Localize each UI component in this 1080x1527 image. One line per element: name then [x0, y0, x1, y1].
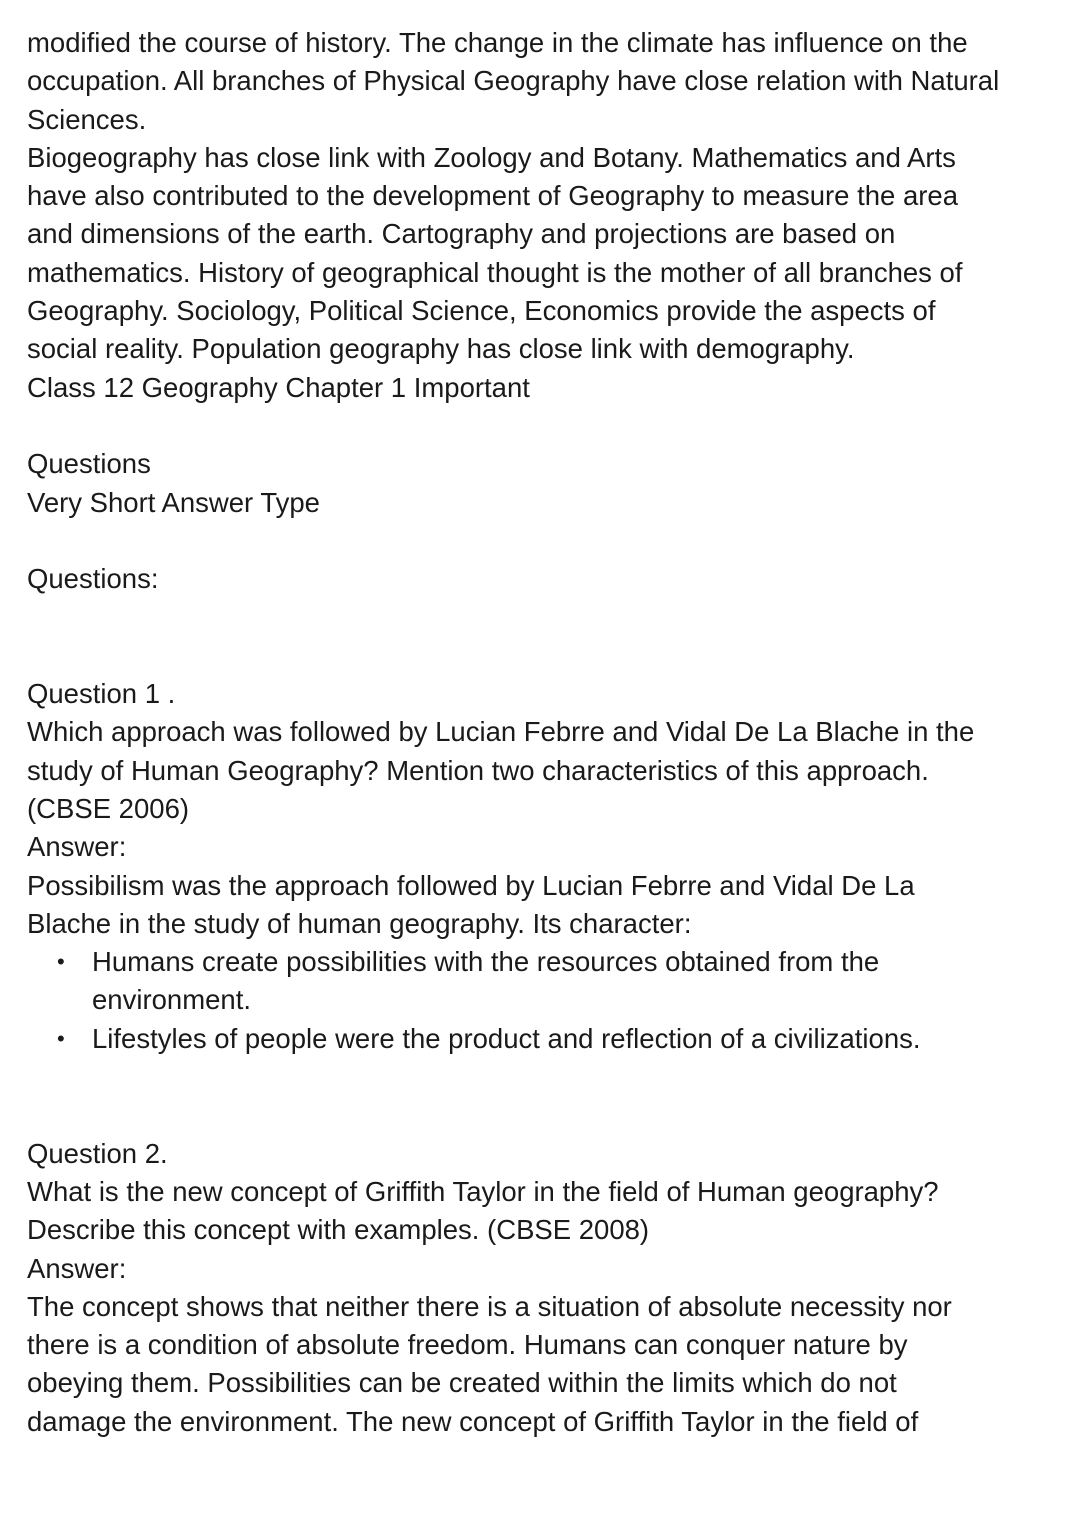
text-line: occupation. All branches of Physical Geography have close relation with Natural: [27, 65, 1000, 97]
text-line: mathematics. History of geographical thought is the mother of all branches of: [27, 256, 963, 288]
answer-1-text-line: Blache in the study of human geography. Its character:: [27, 907, 692, 939]
bullet-text-line: environment.: [92, 984, 251, 1016]
question-1-text-line: study of Human Geography? Mention two characteristics of this approach.: [27, 754, 929, 786]
question-2-block: [27, 1135, 1067, 1441]
answer-2-text-line: there is a condition of absolute freedom. Humans can conquer nature by: [27, 1329, 908, 1361]
questions-heading: Questions: [27, 448, 151, 480]
spacer: [27, 522, 1067, 560]
bullet-item: [27, 1020, 1067, 1058]
question-2-text-line: What is the new concept of Griffith Taylor in the field of Human geography?: [27, 1175, 939, 1207]
text-line: social reality. Population geography has close link with demography.: [27, 333, 855, 365]
answer-1-label: Answer:: [27, 831, 127, 863]
answer-1-bullet-list: [27, 943, 1067, 1058]
text-line: have also contributed to the development of Geography to measure the area: [27, 180, 959, 212]
text-line: modified the course of history. The change in the climate has influence on the: [27, 27, 968, 58]
answer-2-text-line: damage the environment. The new concept of Griffith Taylor in the field of: [27, 1405, 919, 1437]
spacer: [27, 1058, 1067, 1135]
answer-2-text-line: obeying them. Possibilities can be created within the limits which do not: [27, 1367, 897, 1399]
answer-2-label: Answer:: [27, 1252, 127, 1284]
text-line: Sciences.: [27, 103, 147, 135]
document-page: [27, 24, 1067, 1441]
question-type-heading: Very Short Answer Type: [27, 486, 320, 518]
questions-colon-heading: Questions:: [27, 563, 159, 595]
question-2-heading: Question 2.: [27, 1137, 168, 1169]
bullet-text-line: • Humans create possibilities with the resources obtained from the: [92, 946, 880, 978]
question-1-text-line: Which approach was followed by Lucian Febrre and Vidal De La Blache in the: [27, 716, 975, 748]
text-line: and dimensions of the earth. Cartography and projections are based on: [27, 218, 896, 250]
question-1-text-line: (CBSE 2006): [27, 792, 190, 824]
answer-1-text-line: Possibilism was the approach followed by Lucian Febrre and Vidal De La: [27, 869, 915, 901]
spacer: [27, 407, 1067, 445]
bullet-item: [27, 943, 1067, 1020]
answer-2-text-line: The concept shows that neither there is a situation of absolute necessity nor: [27, 1290, 952, 1322]
bullet-text-line: • Lifestyles of people were the product and reflection of a civilizations.: [92, 1022, 921, 1054]
spacer: [27, 598, 1067, 675]
text-line: Geography. Sociology, Political Science, Economics provide the aspects of: [27, 295, 936, 327]
section-title-line: Class 12 Geography Chapter 1 Important: [27, 371, 530, 403]
question-1-block: [27, 675, 1067, 1058]
question-2-text-line: Describe this concept with examples. (CBSE 2008): [27, 1214, 650, 1246]
text-line: Biogeography has close link with Zoology and Botany. Mathematics and Arts: [27, 141, 956, 173]
question-1-heading: Question 1 .: [27, 678, 176, 710]
intro-paragraph: [27, 24, 1067, 407]
